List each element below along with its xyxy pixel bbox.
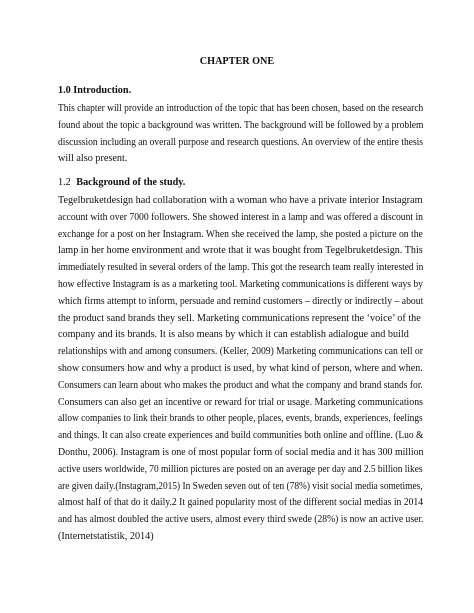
paragraph-line: and things. It can also create experiences and build communities both online and offline. (Luo & (58, 430, 424, 442)
paragraph-line: (Internetstatistik, 2014) (58, 530, 154, 542)
chapter-title: CHAPTER ONE (199, 56, 275, 67)
background-heading-number: 1.2 (58, 177, 71, 188)
paragraph-line: which firms attempt to inform, persuade and remind customers – directly or indirectly – about (58, 295, 424, 307)
paragraph-line: company and its brands. It is also means by which it can establish adialogue and build (58, 329, 409, 341)
paragraph-line: will also present. (58, 153, 128, 165)
paragraph-line: active users worldwide, 70 million pictures are posted on an average per day and 2.5 billion likes (58, 463, 423, 475)
paragraph-line: almost half of that do it daily.2 It gained popularity most of the different social medias in 2014 (58, 497, 424, 509)
paragraph-line: lamp in her home environment and wrote that it was bought from Tegelbruketdesign. This (58, 245, 423, 257)
paragraph-line: how effective Instagram is as a marketing tool. Marketing communications is different ways by (58, 278, 423, 290)
introduction-heading (58, 84, 131, 97)
paragraph-line: allow companies to link their brands to other people, places, events, brands, experiences, feelings (58, 413, 423, 425)
paragraph-line: Consumers can learn about who makes the product and what the company and brand stands for. (58, 379, 423, 391)
paragraph-line: Tegelbruketdesign had collaboration with a woman who have a private interior Instagram (58, 195, 423, 206)
paragraph-line: and has almost doubled the active users, almost every third swede (28%) is now an active user. (58, 514, 424, 526)
introduction-heading-text: 1.0 Introduction. (58, 85, 132, 96)
paragraph-line: immediately resulted in several orders of the lamp. This got the research team really interested in (58, 262, 424, 274)
paragraph-line: are given daily.(Instagram,2015) In Sweden seven out of ten (78%) visit social media sometimes, (58, 480, 423, 492)
introduction-paragraph (58, 101, 423, 168)
paragraph-line: show consumers how and why a product is used, by what kind of person, where and when. (58, 362, 423, 374)
paragraph-line: found about the topic a background was written. The background will be followed by a problem (58, 119, 424, 131)
paragraph-line: the product sand brands they sell. Marketing communications represent the ‘voice’ of the (58, 312, 421, 324)
background-heading-title: Background of the study. (76, 177, 186, 188)
background-paragraph (58, 193, 423, 546)
paragraph-line: discussion including an overall purpose and research questions. An overview of the entire thesis (58, 136, 423, 148)
paragraph-line: Donthu, 2006). Instagram is one of most popular form of social media and it has 300 million (58, 446, 424, 458)
paragraph-line: This chapter will provide an introduction of the topic that has been chosen, based on the research (58, 103, 424, 114)
paragraph-line: account with over 7000 followers. She showed interest in a lamp and was offered a discount in (58, 211, 424, 223)
paragraph-line: Consumers can also get an incentive or reward for trial or usage. Marketing communications (58, 396, 423, 408)
paragraph-line: relationships with and among consumers. (Keller, 2009) Marketing communications can tell or (58, 346, 423, 358)
paragraph-line: exchange for a post on her Instagram. When she received the lamp, she posted a picture on the (58, 228, 423, 240)
background-heading (58, 176, 185, 189)
